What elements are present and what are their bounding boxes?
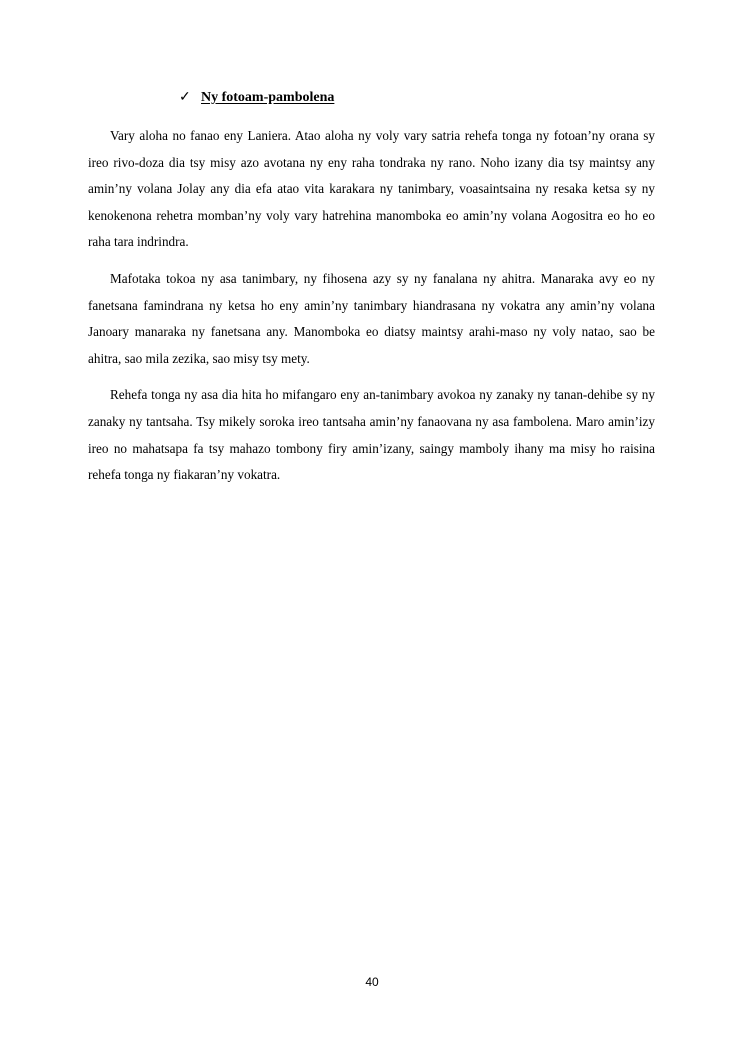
paragraph-2: Mafotaka tokoa ny asa tanimbary, ny fihosena azy sy ny fanalana ny ahitra. Manaraka avy eo ny fanetsana famindrana ny ketsa ho eny amin’ny tanimbary hiandrasana ny vokatra any amin’ny volana Janoary manaraka ny fanetsana any. Manomboka eo diatsy maintsy arahi-maso ny voly natao, sao be ahitra, sao mila zezika, sao misy tsy mety.	[88, 270, 655, 366]
paragraph-1: Vary aloha no fanao eny Laniera. Atao aloha ny voly vary satria rehefa tonga ny fotoan’ny orana sy ireo rivo-doza dia tsy misy azo avotana ny eny raha tondraka ny rano. Noho izany dia tsy maintsy any amin’ny volana Jolay any dia efa atao vita karakara ny tanimbary, voasaintsaina ny resaka ketsa sy ny kenokenona rehetra momban’ny voly vary hatrehina manomboka eo amin’ny volana Aogositra eo ho eo raha tara indrindra.	[88, 128, 655, 250]
section-title: Ny fotoam-pambolena	[201, 90, 335, 105]
section-heading	[179, 88, 334, 108]
paragraph-3: Rehefa tonga ny asa dia hita ho mifangaro eny an-tanimbary avokoa ny zanaky ny tanan-dehibe sy ny zanaky ny tantsaha. Tsy mikely soroka ireo tantsaha amin’ny fanaovana ny asa fambolena. Maro amin’izy ireo no mahatsapa fa tsy mahazo tombony firy amin’izany, saingy mamboly ihany ma misy ho raisina rehefa tonga ny fiakaran’ny vokatra.	[88, 387, 655, 483]
checkmark-icon: ✓	[179, 90, 191, 105]
page-number: 40	[365, 975, 379, 989]
body-text	[88, 123, 655, 499]
